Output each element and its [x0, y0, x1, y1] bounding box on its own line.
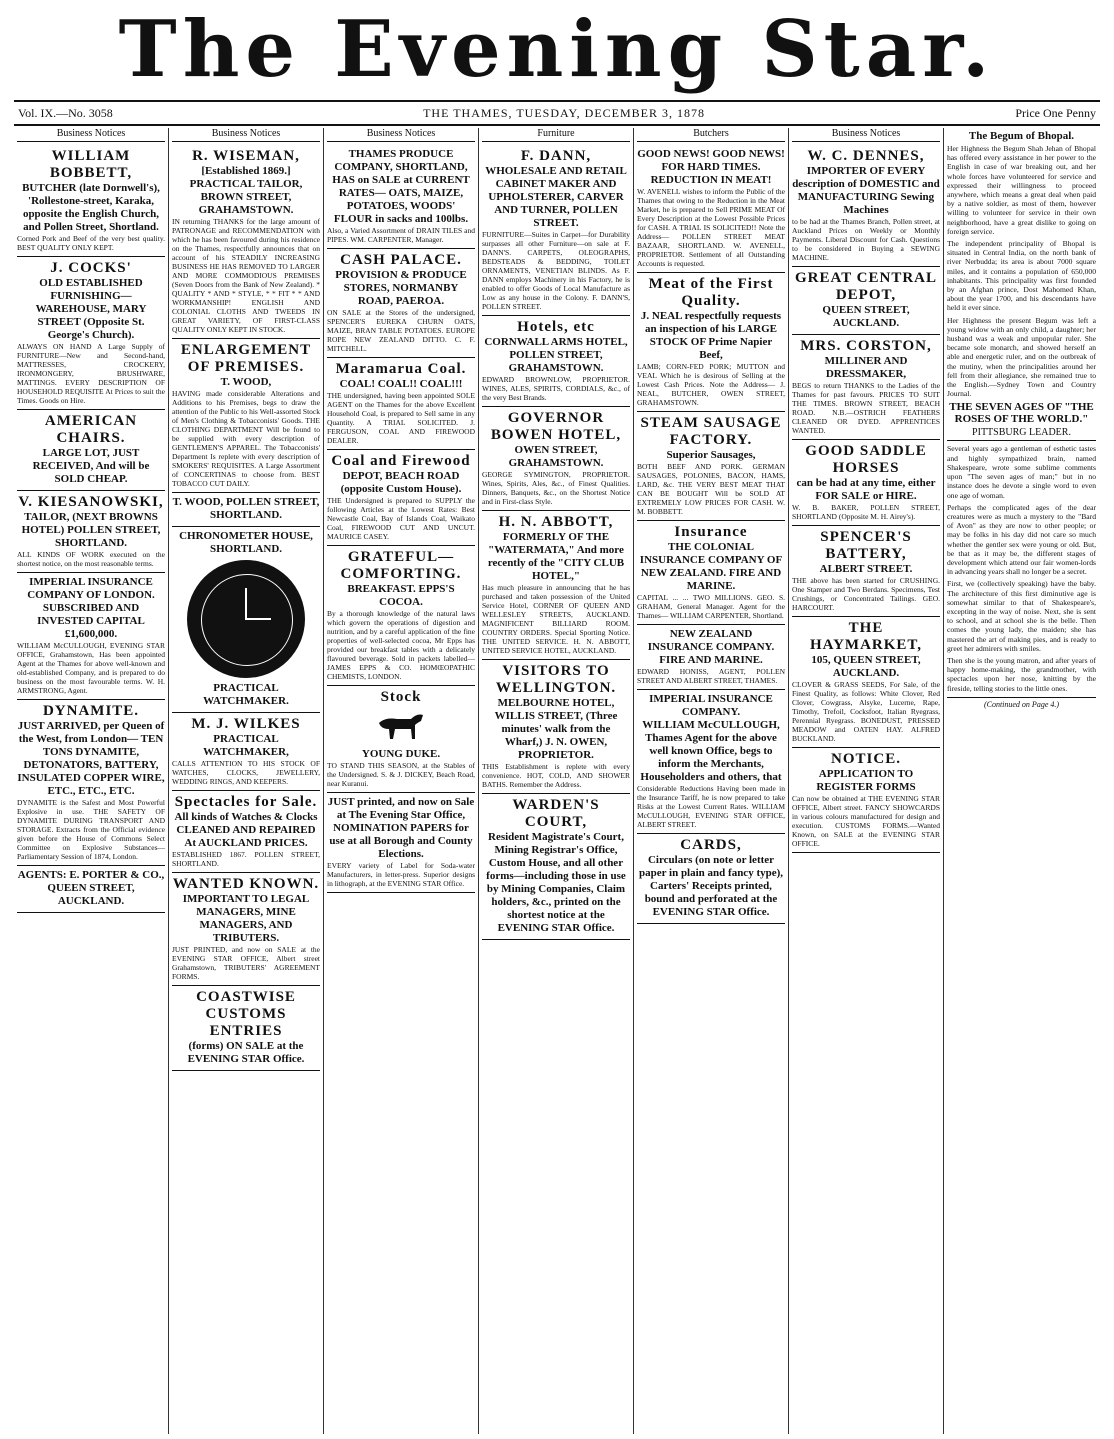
ad-title: JUST printed, and now on Sale at The Evening Star Office, NOMINATION PAPERS for use at all Borough and County Elections. — [327, 796, 475, 860]
advertisement — [792, 526, 940, 617]
ad-subtitle: FORMERLY OF THE "WATERMATA," And more recently of the "CITY CLUB HOTEL," — [487, 531, 625, 582]
ad-title: CHRONOMETER HOUSE, SHORTLAND. — [179, 530, 313, 555]
ad-body: ON SALE at the Stores of the undersigned, SPENCER'S EUREKA CHURN OATS, MAIZE, BRAN TABLE POTATOES. EUROPE ROPE NEW ZEALAND DITTO. C. F. MITCHELL. — [327, 308, 475, 353]
advertisement — [327, 249, 475, 358]
volume-number: Vol. IX.—No. 3058 — [18, 105, 113, 120]
ad-body: EVERY variety of Label for Soda-water Manufacturers, in letter-press. Superior designs in lithograph, at the EVENING STAR Office. — [327, 861, 475, 888]
advertisement — [637, 273, 785, 412]
ad-title: WILLIAM BOBBETT, — [49, 148, 133, 181]
ad-title: GOOD SADDLE HORSES — [805, 443, 927, 476]
ad-subtitle: 105, QUEEN STREET, AUCKLAND. — [811, 654, 921, 679]
ad-subtitle: FIRE AND MARINE. — [659, 654, 763, 666]
ad-title: NEW ZEALAND INSURANCE COMPANY. — [647, 628, 775, 653]
advertisement — [17, 700, 165, 866]
column-1 — [14, 128, 169, 1434]
ad-subtitle: WILLIAM McCULLOUGH, Thames Agent for the above well known Office, begs to inform the Merchants, Householders and others, that — [640, 719, 782, 783]
advertisement — [17, 866, 165, 913]
advertisement — [637, 834, 785, 924]
column-6 — [789, 128, 944, 1434]
ad-body: TO STAND THIS SEASON, at the Stables of the Undersigned. S. & J. DICKEY, Beach Road, near Kuranui. — [327, 761, 475, 788]
advertisement — [792, 617, 940, 748]
ad-title: H. N. ABBOTT, — [498, 514, 614, 530]
article-title-2: THE SEVEN AGES OF "THE ROSES OF THE WORLD." — [949, 401, 1094, 426]
ad-body: BEGS to return THANKS to the Ladies of the Thames for past favours. PRICES TO SUIT THE TIMES. BROWN STREET, BEACH ROAD. N.B.—OSTRICH FEATHERS CLEANED OR DYED. APPRENTICES WANTED. — [792, 381, 940, 435]
ad-subtitle: Circulars (on note or letter paper in plain and fancy type), Carters' Receipts printed, bound and perforated at the EVENING STAR Office. — [638, 854, 784, 918]
advertisement — [172, 873, 320, 986]
ad-subtitle: ALBERT STREET. — [819, 563, 913, 575]
ad-title: GRATEFUL—COMFORTING. — [340, 549, 462, 582]
ad-body: WILLIAM McCULLOUGH, EVENING STAR OFFICE, Grahamstown, Has been appointed Agent at the Thames for above well-known and old-established Company, and is prepared to do business on the most favourable terms. W. H. ARMSTRONG, Agent. — [17, 641, 165, 695]
advertisement — [327, 450, 475, 546]
ad-title: DYNAMITE. — [42, 703, 140, 719]
ad-subtitle: T. WOOD, — [220, 376, 272, 388]
ad-title: Insurance — [674, 524, 748, 540]
ad-body: THE above has been started for CRUSHING. One Stamper and Two Berdans. Specimens, Test Crushings, or Concentrated Tailings. GEO. HARCOURT. — [792, 576, 940, 612]
ad-title: MRS. CORSTON, — [800, 338, 932, 354]
ad-title: GREAT CENTRAL DEPOT, — [794, 270, 938, 303]
ad-title: W. C. DENNES, — [807, 148, 925, 164]
ad-subtitle: LARGE LOT, JUST RECEIVED, And will be SOLD CHEAP. — [32, 447, 150, 485]
ad-subtitle: (forms) ON SALE at the EVENING STAR Office. — [187, 1040, 305, 1065]
ad-body: Considerable Reductions Having been made in the Insurance Tariff, he is now prepared to take Risks at the Lowest Current Rates. WILLIAM McCULLOUGH, EVENING STAR OFFICE, ALBERT STREET. — [637, 784, 785, 829]
ad-body: ESTABLISHED 1867. POLLEN STREET, SHORTLAND. — [172, 850, 320, 868]
ad-title: ENLARGEMENT OF PREMISES. — [180, 342, 312, 375]
ad-title: Coal and Firewood — [331, 453, 471, 469]
ad-subtitle: BREAKFAST. EPPS'S COCOA. — [347, 583, 455, 608]
ad-subtitle: DEPOT, BEACH ROAD (opposite Custom House). — [340, 470, 462, 495]
column-heading: Business Notices — [792, 128, 940, 142]
ad-subtitle: PRACTICAL WATCHMAKER, — [203, 733, 289, 758]
ad-title: CASH PALACE. — [340, 252, 462, 268]
ad-subtitle: THE COLONIAL INSURANCE COMPANY OF NEW ZEALAND. FIRE AND MARINE. — [639, 541, 783, 592]
column-heading: Butchers — [637, 128, 785, 142]
horse-icon — [371, 709, 431, 743]
column-heading: Business Notices — [172, 128, 320, 142]
ad-body: Corned Pork and Beef of the very best quality. BEST QUALITY ONLY KEPT. — [17, 234, 165, 252]
advertisement — [17, 145, 165, 257]
ad-subtitle: HAS on SALE at CURRENT RATES— OATS, MAIZE, POTATOES, WOODS' FLOUR in sacks and 100lbs. — [332, 174, 470, 225]
ad-title: T. WOOD, POLLEN STREET, SHORTLAND. — [172, 496, 320, 521]
ad-subtitle: MILLINER AND DRESSMAKER, — [824, 355, 908, 380]
advertisement — [172, 339, 320, 493]
ad-body: EDWARD HONISS, AGENT, POLLEN STREET AND ALBERT STREET, THAMES. — [637, 667, 785, 685]
ad-body: FURNITURE—Suites in Carpet—for Durability surpasses all other Furniture—on sale at F. DANN'S. CARPETS, OLEOGRAPHS, BEDSTEADS & BEDDING, TOILET ORNAMENTS, VENETIAN BLINDS. As F. DANN employs Machinery in his Factory, he is enabled to offer Goods of Local Manufacture as Low as any house in the Colony. F. DANN'S, POLLEN STREET. — [482, 230, 630, 311]
ad-title: Stock — [380, 689, 422, 705]
column-4 — [479, 128, 634, 1434]
ad-body: CAPITAL ... ... TWO MILLIONS. GEO. S. GRAHAM, General Manager. Agent for the Thames— WILLIAM CARPENTER, Shortland. — [637, 593, 785, 620]
ad-body: HAVING made considerable Alterations and Additions to his Premises, begs to draw the attention of the Public to his Well-assorted Stock of Men's Clothing & Tobacconists' Goods. THE CLOTHING DEPARTMENT Will be found to be supplied with every description of GENTLEMEN'S APPAREL. The Tobacconists' Department Is replete with every description of SMOKERS' REQUISITES. A Large Assortment of CONCERTINAS to choose from. BEST TOBACCO CUT DAILY. — [172, 389, 320, 488]
ad-body: By a thorough knowledge of the natural laws which govern the operations of digestion and nutrition, and by a careful application of the fine properties of well-selected cocoa, Mr Epps has provided our breakfast tables with a delicately flavoured beverage. Sold in packets labelled— JAMES EPPS & CO. HOMŒOPATHIC CHEMISTS, LONDON. — [327, 609, 475, 681]
ad-subtitle: QUEEN STREET, AUCKLAND. — [822, 304, 910, 329]
ad-title: STEAM SAUSAGE FACTORY. — [640, 415, 782, 448]
article-paragraph: Several years ago a gentleman of esthetic tastes and highly sympathized brain, named Shakespeare, wrote some sublime comments upon "The seven ages of man;" but in no instance does he devote a single word to even one age of woman. — [947, 444, 1096, 500]
ad-subtitle: WHOLESALE AND RETAIL CABINET MAKER AND UPHOLSTERER, CARVER AND TURNER, POLLEN STREET. — [485, 165, 627, 229]
advertisement — [172, 145, 320, 339]
ad-subtitle: APPLICATION TO REGISTER FORMS — [816, 768, 916, 793]
ad-subtitle: can be had at any time, either FOR SALE or HIRE. — [796, 477, 936, 502]
ad-body: ALWAYS ON HAND A Large Supply of FURNITURE—New and Second-hand, MATTRESSES, CROCKERY, IRONMONGERY, BRUSHWARE, MATTINGS. EVERY DESCRIPTION OF HOUSEHOLD REQUISITE At Prices to suit the Times. Goods on Hire. — [17, 342, 165, 405]
ad-subtitle: IMPORTANT TO LEGAL MANAGERS, MINE MANAGERS, AND TRIBUTERS. — [182, 893, 310, 944]
advertisement — [327, 686, 475, 793]
ad-subtitle: OWEN STREET, GRAHAMSTOWN. — [508, 444, 604, 469]
column-heading: Business Notices — [17, 128, 165, 142]
ad-subtitle: PRACTICAL WATCHMAKER. — [203, 682, 289, 707]
ad-title: THE HAYMARKET, — [809, 620, 923, 653]
issue-date: THE THAMES, TUESDAY, DECEMBER 3, 1878 — [423, 105, 706, 120]
ad-title: GOVERNOR BOWEN HOTEL, — [490, 410, 622, 443]
ad-body: DYNAMITE is the Safest and Most Powerful Explosive in use. THE SAFETY OF DYNAMITE DURING TRANSPORT AND STORAGE. Extracts from the Official evidence given before the House of Commons Select Committee on Explosive Substances—Parliamentary Session of 1874, London. — [17, 798, 165, 861]
advertisement — [17, 491, 165, 573]
ad-body: Has much pleasure in announcing that he has purchased and taken possession of the United Service Hotel, CORNER OF QUEEN AND WELLESLEY STREETS, AUCKLAND. MAGNIFICENT BILLIARD ROOM. COUNTRY ORDERS. Special Sporting Notice. THE UNITED SERVICE. H. N. ABBOTT, UNITED SERVICE HOTEL, AUCKLAND. — [482, 583, 630, 655]
article-paragraph: The independent principality of Bhopal is situated in Central India, on the north bank of river Nerbudda; its area is about 7000 square miles, and it contains a population of 650,000 inhabitants. This principality was first founded by an Afghan prince, Dost Mahomed Khan, about the year 1700, and his descendants have held it ever since. — [947, 239, 1096, 313]
article-subtitle-2: PITTSBURG LEADER. — [947, 427, 1096, 441]
price: Price One Penny — [1015, 105, 1096, 120]
ad-body: CLOVER & GRASS SEEDS, For Sale, of the Finest Quality, as follows: White Clover, Red Clover, Cowgrass, Alsyke, Lucerne, Rape, Timothy, Trefoil, Cocksfoot, Italian Ryegrass, Perennial Ryegrass. BONEDUST, PRESSED MEADOW and OATEN HAY. ALFRED BUCKLAND. — [792, 680, 940, 743]
ad-title: Spectacles for Sale. — [174, 794, 318, 810]
ad-title: THAMES PRODUCE COMPANY, SHORTLAND, — [334, 148, 468, 173]
ad-body: THIS Establishment is replete with every convenience. HOT, COLD, AND SHOWER BATHS. Remember the Address. — [482, 762, 630, 789]
ad-title: R. WISEMAN, — [192, 148, 300, 164]
advertisement — [17, 257, 165, 410]
advertisement — [637, 625, 785, 690]
advertisement — [637, 412, 785, 521]
advertisement — [792, 748, 940, 853]
column-heading: Furniture — [482, 128, 630, 142]
ad-body: Can now be obtained at THE EVENING STAR OFFICE, Albert street. FANCY SHOWCARDS in various colours manufactured for design and execution. CUSTOMS FORMS.—Wanted Known, on SALE at the EVENING STAR OFFICE. — [792, 794, 940, 848]
ad-subtitle: BUTCHER (late Dornwell's), 'Rollestone-street, Karaka, opposite the English Church, and Pollen Street, Shortland. — [22, 182, 160, 233]
ad-title: J. COCKS' — [50, 260, 132, 276]
advertisement — [637, 521, 785, 625]
columns — [14, 128, 1104, 1434]
advertisement — [172, 493, 320, 527]
ad-body: W. B. BAKER, POLLEN STREET, SHORTLAND (Opposite M. H. Airey's). — [792, 503, 940, 521]
ad-subtitle: REDUCTION IN MEAT! — [650, 174, 772, 186]
advertisement — [327, 546, 475, 686]
article-paragraph: Her Highness the Begum Shah Jehan of Bhopal has offered every assistance in her power to the English in case of war breaking out, and her whole forces have volunteered for service and expressed their willingness to proceed anywhere, which means a great deal when paid by a native soldier, as most of them, however willing to volunteer for service in their own neighborhood, have a great dislike to going on foreign service. — [947, 144, 1096, 236]
ad-subtitle: PROVISION & PRODUCE STORES, NORMANBY ROAD, PAEROA. — [335, 269, 467, 307]
ad-subtitle: JUST ARRIVED, per Queen of the West, from London— TEN TONS DYNAMITE, DETONATORS, BATTERY, INSULATED COPPER WIRE, ETC., ETC., ETC. — [17, 720, 165, 797]
clock-face — [201, 574, 293, 666]
advertisement — [327, 793, 475, 893]
advertisement — [792, 335, 940, 440]
advertisement — [482, 794, 630, 940]
article-paragraph: Then she is the young matron, and after years of happy home-making, the grandmother, with spectacles upon her nose, knitting by the fireside, telling stories to the little ones. — [947, 655, 1096, 693]
masthead — [0, 0, 1114, 100]
advertisement — [17, 573, 165, 700]
column-2 — [169, 128, 324, 1434]
ad-title: COASTWISE CUSTOMS ENTRIES — [196, 989, 296, 1039]
ad-subtitle: CORNWALL ARMS HOTEL, POLLEN STREET, GRAHAMSTOWN. — [484, 336, 628, 374]
ad-subtitle: IMPORTER OF EVERY description of DOMESTIC and MANUFACTURING Sewing Machines — [792, 165, 940, 216]
ad-subtitle: Resident Magistrate's Court, Mining Registrar's Office, Custom House, and all other forms—including those in use by Mining Companies, Claim holders, &c., printed on the shortest notice at the EVENING STAR Office. — [486, 831, 626, 934]
ad-subtitle: SUBSCRIBED AND INVESTED CAPITAL £1,600,000. — [37, 602, 145, 640]
ad-title: AMERICAN CHAIRS. — [44, 413, 138, 446]
advertisement — [327, 358, 475, 450]
advertisement — [637, 690, 785, 834]
ad-title: SPENCER'S BATTERY, — [820, 529, 912, 562]
ad-title: Maramarua Coal. — [335, 361, 467, 377]
column-5 — [634, 128, 789, 1434]
ad-subtitle: YOUNG DUKE. — [361, 748, 441, 760]
ad-subtitle: MELBOURNE HOTEL, WILLIS STREET, (Three minutes' walk from the Wharf,) J. N. OWEN, PROPRIETOR. — [494, 697, 618, 761]
advertisement — [17, 410, 165, 491]
article-title: The Begum of Bhopal. — [968, 130, 1075, 142]
ad-title: VISITORS TO WELLINGTON. — [495, 663, 617, 696]
advertisement — [482, 511, 630, 660]
ad-title: IMPERIAL INSURANCE COMPANY. — [649, 693, 773, 718]
ad-title: IMPERIAL INSURANCE COMPANY OF LONDON. — [27, 576, 155, 601]
ad-title: M. J. WILKES — [191, 716, 301, 732]
ad-title: GOOD NEWS! GOOD NEWS! FOR HARD TIMES. — [637, 148, 785, 173]
advertisement — [482, 316, 630, 407]
article-paragraph: First, we (collectively speaking) have the baby. The architecture of this first diminutive age is somewhat similar to that of Shakespeare's, excepting in the way of noise. Next, she is sent to school, and at school she is the belle. Then comes the young lady, the maiden; she has mastered the art of making pies, and is ready to greet her admirers with smiles. — [947, 579, 1096, 653]
advertisement — [482, 660, 630, 794]
ad-body: ALL KINDS OF WORK executed on the shortest notice, on the most reasonable terms. — [17, 550, 165, 568]
ad-title: Hotels, etc — [517, 319, 595, 335]
advertisement — [172, 527, 320, 713]
ad-title: NOTICE. — [831, 751, 901, 767]
ad-title: F. DANN, — [520, 148, 592, 164]
ad-body: THE undersigned, having been appointed SOLE AGENT on the Thames for the above Excellent Household Coal, is prepared to Sell same in any Quantity. A TRIAL SOLICITED. J. FERGUSON, COAL AND FIREWOOD DEALER. — [327, 391, 475, 445]
clock-hour-hand — [245, 588, 247, 620]
advertisement — [637, 145, 785, 273]
ad-title: CARDS, — [680, 837, 742, 853]
ad-subtitle: Superior Sausages, — [666, 449, 756, 461]
ad-body: THE Undersigned is prepared to SUPPLY the following Articles at the Lowest Rates: Best Newcastle Coal, Bay of Islands Coal, Waikato Coal, FIREWOOD CUT AND UNCUT. MAURICE CASEY. — [327, 496, 475, 541]
ad-title: WARDEN'S COURT, — [512, 797, 600, 830]
ad-subtitle: J. NEAL respectfully requests an inspection of his LARGE STOCK OF Prime Napier Beef, — [640, 310, 782, 361]
ad-body: CALLS ATTENTION TO HIS STOCK OF WATCHES, CLOCKS, JEWELLERY, WEDDING RINGS, AND KEEPERS. — [172, 759, 320, 786]
ad-body: IN returning THANKS for the large amount of PATRONAGE and RECOMMENDATION with which he has been favoured during his residence on the Thames, respectfully announces that on account of his STEADILY INCREASING BUSINESS HE HAS REMOVED TO LARGER AND MORE COMMODIOUS PREMISES (Seven Doors from the Bank of New Zealand). * QUALITY * AND * STYLE, * * FIT * * AND WORKMANSHIP! ENGLISH AND COLONIAL CLOTHS AND TWEEDS IN GREAT VARIETY, OF FIRST-CLASS QUALITY ONLY KEPT IN STOCK. — [172, 217, 320, 334]
advertisement — [792, 145, 940, 267]
ad-title: WANTED KNOWN. — [172, 876, 320, 892]
advertisement — [172, 986, 320, 1071]
ad-title: Meat of the First Quality. — [648, 276, 774, 309]
article-column — [944, 128, 1099, 1434]
ad-body: EDWARD BROWNLOW, PROPRIETOR. WINES, ALES, SPIRITS, CORDIALS, &c., of the very Best Brands. — [482, 375, 630, 402]
ad-body: LAMB; CORN-FED PORK; MUTTON and VEAL Which he is desirous of Selling at the Lowest Cash Prices. Note the Address— J. NEAL, BUTCHER, OWEN STREET, GRAHAMSTOWN. — [637, 362, 785, 407]
ad-body: to be had at the Thames Branch, Pollen street, at Auckland Prices on Weekly or Monthly Payments. Liberal Discount for Cash. Questions to be considered in Buying a SEWING MACHINE. — [792, 217, 940, 262]
advertisement — [482, 145, 630, 316]
clock-minute-hand — [245, 618, 271, 620]
advertisement — [792, 440, 940, 526]
ad-title: V. KIESANOWSKI, — [18, 494, 164, 510]
article-paragraph: Perhaps the complicated ages of the dear creatures were as much a mystery to the "Bard of Avon" as they are now to other people; or may be folks in his day did not care so much whether the gentler sex were young or old. But, be that as it may be, the different stages of development which attend our fair women-lords in advancing years shall no longer be a secret. — [947, 502, 1096, 577]
ad-subtitle: TAILOR, (NEXT BROWNS HOTEL) POLLEN STREET, SHORTLAND. — [21, 511, 161, 549]
advertisement — [792, 267, 940, 335]
advertisement — [482, 407, 630, 511]
ad-title: AGENTS: E. PORTER & CO., QUEEN STREET, AUCKLAND. — [17, 869, 165, 907]
ad-body: GEORGE SYMINGTON, PROPRIETOR. Wines, Spirits, Ales, &c., of Finest Qualities. Dinners, Banquets, &c., on the Shortest Notice and in First-class Style. — [482, 470, 630, 506]
ad-body: JUST PRINTED, and now on SALE at the EVENING STAR OFFICE, Albert street Grahamstown, TRIBUTERS' AGREEMENT FORMS. — [172, 945, 320, 981]
ad-subtitle: COAL! COAL!! COAL!!! — [339, 378, 463, 390]
advertisement — [172, 713, 320, 791]
ad-body: W. AVENELL wishes to inform the Public of the Thames that owing to the Reduction in the Meat Market, he is prepared to Sell PRIME MEAT Of Every Description at the Lowest Possible Prices for CASH. A TRIAL IS SOLICITED!! Note the Address— POLLEN STREET MEAT BAZAAR, SHORTLAND. W. AVENELL, PROPRIETOR. Settlement of all Outstanding Accounts is requested. — [637, 187, 785, 268]
ad-subtitle: All kinds of Watches & Clocks CLEANED AND REPAIRED At AUCKLAND PRICES. — [174, 811, 318, 849]
advertisement — [172, 791, 320, 873]
clock-illustration — [187, 560, 305, 678]
column-heading: Business Notices — [327, 128, 475, 142]
ad-subtitle: OLD ESTABLISHED FURNISHING—WAREHOUSE, MARY STREET (Opposite St. George's Church). — [35, 277, 147, 341]
dateline — [14, 100, 1100, 126]
ad-body: Also, a Varied Assortment of DRAIN TILES and PIPES. WM. CARPENTER, Manager. — [327, 226, 475, 244]
ad-subtitle: [Established 1869.] PRACTICAL TAILOR, BROWN STREET, GRAHAMSTOWN. — [189, 165, 303, 216]
ad-body: BOTH BEEF AND PORK. GERMAN SAUSAGES, POLONIES, BACON, HAMS, LARD, &c. THE VERY BEST MEAT THAT CAN BE BOUGHT Will be SOLD AT EXTREMELY LOW PRICES FOR CASH. W. M. BOBBETT. — [637, 462, 785, 516]
advertisement — [327, 145, 475, 249]
masthead-title: The Evening Star. — [118, 4, 996, 95]
column-3 — [324, 128, 479, 1434]
article-paragraph: Her Highness the present Begum was left a young widow with an only child, a daughter; her husband was a weak and unpopular ruler. She became sole monarch, and showed herself an able and energetic ruler, and on the outbreak of the mutiny, when the principalities around her fell from their allegiance, she remained true to the English.—Sydney Town and Country Journal. — [947, 315, 1096, 399]
continued-note: (Continued on Page 4.) — [947, 697, 1096, 709]
